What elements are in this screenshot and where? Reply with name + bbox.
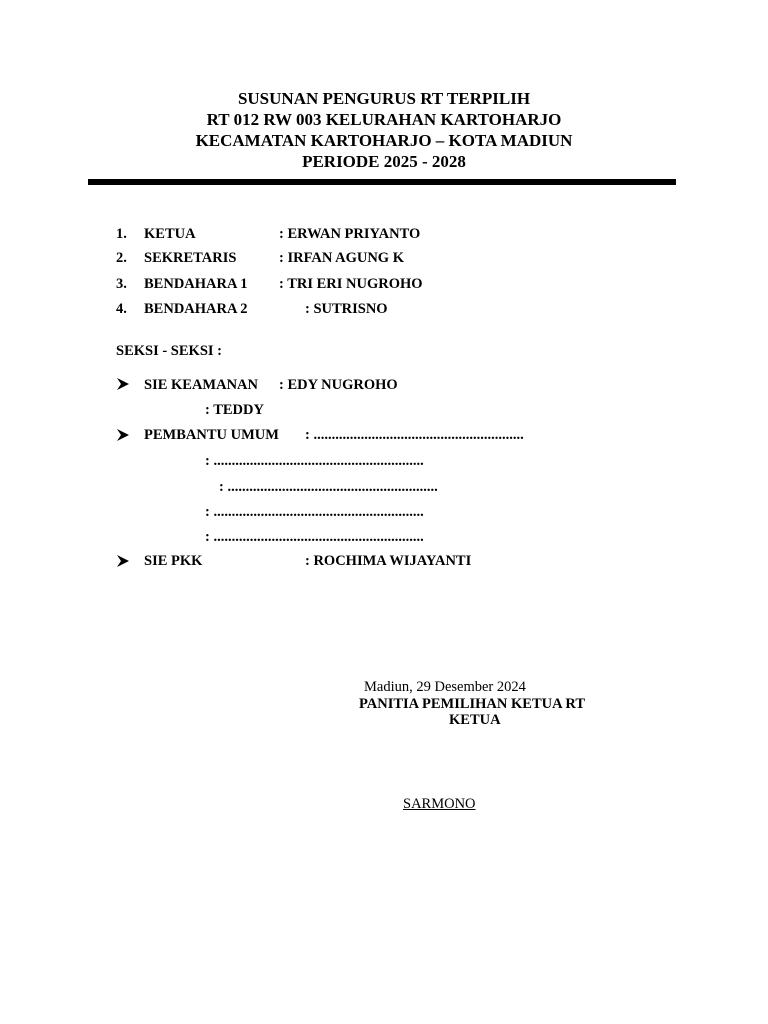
pembantu-umum-member-3: : .......................................................... (219, 479, 438, 495)
place-date: Madiun, 29 Desember 2024 (364, 679, 526, 695)
officer-4-name: : SUTRISNO (305, 301, 388, 317)
sie-pkk-member: : ROCHIMA WIJAYANTI (305, 553, 472, 569)
title-line-1: SUSUNAN PENGURUS RT TERPILIH (237, 89, 531, 108)
officer-1-number: 1. (116, 226, 127, 242)
officer-1-role: KETUA (144, 226, 196, 242)
pembantu-umum-member-2: : .......................................................... (205, 453, 424, 469)
bullet-arrow-icon (116, 554, 130, 568)
officer-3-role: BENDAHARA 1 (144, 276, 248, 292)
pembantu-umum-member-4: : .......................................................... (205, 504, 424, 520)
officer-4-number: 4. (116, 301, 127, 317)
sie-keamanan-member-1: : EDY NUGROHO (279, 377, 398, 393)
bullet-arrow-icon (116, 377, 130, 391)
signatory-name: SARMONO (403, 796, 476, 812)
sie-keamanan-label: SIE KEAMANAN (144, 377, 258, 393)
officer-3-number: 3. (116, 276, 127, 292)
sections-heading: SEKSI - SEKSI : (116, 343, 222, 359)
pembantu-umum-member-5: : .......................................................... (205, 529, 424, 545)
officer-2-role: SEKRETARIS (144, 250, 237, 266)
title-line-3: KECAMATAN KARTOHARJO – KOTA MADIUN (195, 131, 573, 150)
officer-2-number: 2. (116, 250, 127, 266)
officer-3-name: : TRI ERI NUGROHO (279, 276, 423, 292)
header-divider (88, 179, 676, 185)
officer-1-name: : ERWAN PRIYANTO (279, 226, 421, 242)
sie-keamanan-member-2: : TEDDY (205, 402, 264, 418)
sie-pkk-label: SIE PKK (144, 553, 203, 569)
pembantu-umum-label: PEMBANTU UMUM (144, 427, 279, 443)
officer-4-role: BENDAHARA 2 (144, 301, 248, 317)
officer-2-name: : IRFAN AGUNG K (279, 250, 404, 266)
title-line-2: RT 012 RW 003 KELURAHAN KARTOHARJO (206, 110, 562, 129)
title-line-4: PERIODE 2025 - 2028 (302, 152, 466, 171)
signatory-position: KETUA (449, 712, 501, 728)
bullet-arrow-icon (116, 428, 130, 442)
committee-name: PANITIA PEMILIHAN KETUA RT (359, 696, 586, 712)
pembantu-umum-member-1: : .......................................................... (305, 427, 524, 443)
document-title (0, 88, 768, 172)
